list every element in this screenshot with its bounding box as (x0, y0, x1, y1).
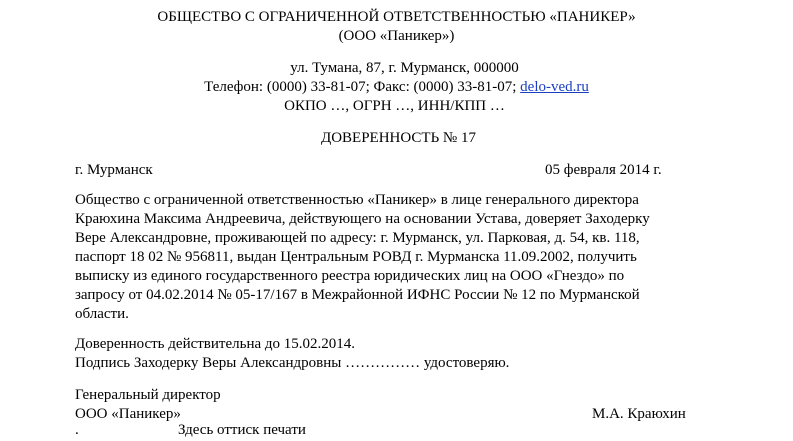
body-line: Общество с ограниченной ответственностью «Паникер» в лице генерального директора (75, 192, 639, 208)
signature-attestation: Подпись Заходерку Веры Александровны …………… удостоверяю. (75, 355, 510, 371)
body-line: запросу от 04.02.2014 № 05-17/167 в Межрайонной ИФНС России № 12 по Мурманской (75, 287, 640, 303)
validity-text: Доверенность действительна до 15.02.2014. (75, 336, 356, 352)
body-line: области. (75, 306, 129, 322)
org-address: ул. Тумана, 87, г. Мурманск, 000000 (290, 60, 519, 76)
org-codes: ОКПО …, ОГРН …, ИНН/КПП … (284, 98, 505, 114)
document-title: ДОВЕРЕННОСТЬ № 17 (320, 130, 476, 146)
stamp-placeholder: Здесь оттиск печати (178, 422, 306, 438)
org-short-name: (ООО «Паникер») (338, 28, 455, 44)
signer-position: Генеральный директор (75, 387, 221, 403)
stamp-dot: . (75, 422, 79, 438)
org-contacts (0, 77, 793, 97)
body-line: Вере Александровне, проживающей по адресу: г. Мурманск, ул. Парковая, д. 54, кв. 118, (75, 230, 640, 246)
document-city: г. Мурманск (75, 162, 153, 178)
body-line: выписку из единого государственного реестра юридических лиц на ООО «Гнездо» по (75, 268, 625, 284)
website-link[interactable]: delo-ved.ru (520, 79, 589, 95)
org-name: ОБЩЕСТВО С ОГРАНИЧЕННОЙ ОТВЕТСТВЕННОСТЬЮ «ПАНИКЕР» (157, 9, 636, 25)
body-line: Краюхина Максима Андреевича, действующего на основании Устава, доверяет Заходерку (75, 211, 650, 227)
document-date: 05 февраля 2014 г. (545, 162, 662, 178)
contacts-text: Телефон: (0000) 33-81-07; Факс: (0000) 33-81-07; (204, 79, 521, 95)
body-line: паспорт 18 02 № 956811, выдан Центральным РОВД г. Мурманска 11.09.2002, получить (75, 249, 637, 265)
signer-company: ООО «Паникер» (75, 406, 181, 422)
signer-name: М.А. Краюхин (592, 406, 686, 422)
